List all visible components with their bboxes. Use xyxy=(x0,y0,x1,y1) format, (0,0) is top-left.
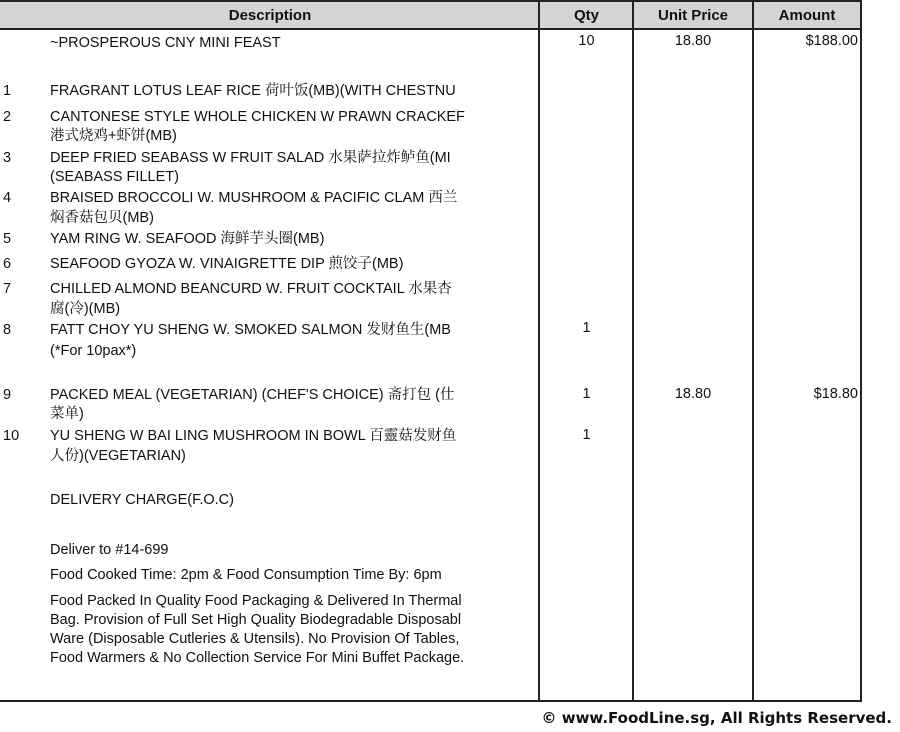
item-description: YU SHENG W BAI LING MUSHROOM IN BOWL 百靈菇发财鱼 xyxy=(50,428,457,444)
item-number: 10 xyxy=(3,428,20,444)
package-description: ~PROSPEROUS CNY MINI FEAST xyxy=(50,35,281,51)
delivery-charge: DELIVERY CHARGE(F.O.C) xyxy=(50,492,234,508)
header-unit-price: Unit Price xyxy=(657,7,729,24)
item-description: FRAGRANT LOTUS LEAF RICE 荷叶饭(MB)(WITH CHESTNU xyxy=(50,83,456,99)
deliver-to: Deliver to #14-699 xyxy=(50,542,169,558)
table-body xyxy=(0,30,860,700)
item-unit-price: 18.80 xyxy=(674,386,712,402)
item-qty: 1 xyxy=(582,320,591,336)
table-header xyxy=(0,0,860,30)
item-description-cont: 港式烧鸡+虾饼(MB) xyxy=(50,128,177,144)
item-description: BRAISED BROCCOLI W. MUSHROOM & PACIFIC CLAM 西兰 xyxy=(50,190,458,206)
item-description: CANTONESE STYLE WHOLE CHICKEN W PRAWN CRACKEF xyxy=(50,109,465,125)
package-amount: $188.00 xyxy=(805,33,858,49)
item-number: 8 xyxy=(3,322,12,338)
cooked-time: Food Cooked Time: 2pm & Food Consumption Time By: 6pm xyxy=(50,567,442,583)
header-qty: Qty xyxy=(573,7,599,24)
item-description: CHILLED ALMOND BEANCURD W. FRUIT COCKTAIL 水果杏 xyxy=(50,281,452,297)
item-description-cont: 人份)(VEGETARIAN) xyxy=(50,448,186,464)
item-description: FATT CHOY YU SHENG W. SMOKED SALMON 发财鱼生(MB xyxy=(50,322,451,338)
item-number: 9 xyxy=(3,387,12,403)
item-amount: $18.80 xyxy=(813,386,858,402)
item-description-cont: (*For 10pax*) xyxy=(50,343,137,359)
item-description-cont: (SEABASS FILLET) xyxy=(50,169,179,185)
item-number: 7 xyxy=(3,281,12,297)
item-number: 1 xyxy=(3,83,12,99)
item-number: 2 xyxy=(3,109,12,125)
item-number: 3 xyxy=(3,150,12,166)
packing-note-line: Bag. Provision of Full Set High Quality Biodegradable Disposabl xyxy=(50,612,462,628)
item-description-cont: 菜单) xyxy=(50,406,84,422)
item-description: YAM RING W. SEAFOOD 海鲜芋头圈(MB) xyxy=(50,231,325,247)
item-number: 4 xyxy=(3,190,12,206)
copyright-footer: © www.FoodLine.sg, All Rights Reserved. xyxy=(541,709,892,727)
packing-note-line: Food Packed In Quality Food Packaging & Delivered In Thermal xyxy=(50,593,462,609)
item-description: PACKED MEAL (VEGETARIAN) (CHEF'S CHOICE) 斋打包 (仕 xyxy=(50,387,455,403)
item-description: SEAFOOD GYOZA W. VINAIGRETTE DIP 煎饺子(MB) xyxy=(50,256,404,272)
item-qty: 1 xyxy=(582,427,591,443)
package-qty: 10 xyxy=(578,33,595,49)
packing-note-line: Ware (Disposable Cutleries & Utensils). No Provision Of Tables, xyxy=(50,631,460,647)
package-unit-price: 18.80 xyxy=(674,33,712,49)
header-description: Description xyxy=(228,7,312,24)
item-number: 5 xyxy=(3,231,12,247)
item-description-cont: 焖香菇包贝(MB) xyxy=(50,210,154,226)
item-description-cont: 腐(冷)(MB) xyxy=(50,301,121,317)
header-amount: Amount xyxy=(778,7,836,24)
item-qty: 1 xyxy=(582,386,591,402)
item-description: DEEP FRIED SEABASS W FRUIT SALAD 水果萨拉炸鲈鱼(MI xyxy=(50,150,451,166)
item-number: 6 xyxy=(3,256,12,272)
packing-note-line: Food Warmers & No Collection Service For Mini Buffet Package. xyxy=(50,650,465,666)
